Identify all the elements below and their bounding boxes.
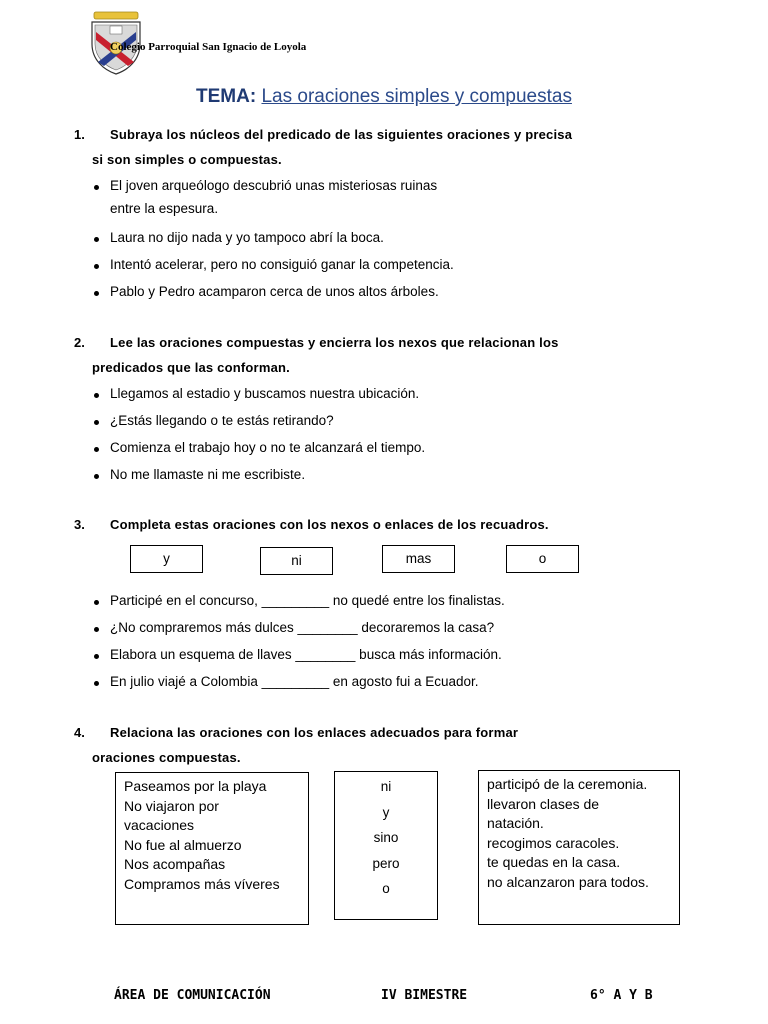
list-item: participó de la ceremonia. — [487, 776, 648, 792]
section-3-list — [92, 593, 505, 701]
left-sentences-box — [115, 772, 309, 925]
list-item: No viajaron por — [124, 797, 219, 814]
section-3-number: 3. — [74, 517, 85, 532]
section-1-instruction: Subraya los núcleos del predicado de las siguientes oraciones y precisa — [110, 127, 573, 142]
section-1-number: 1. — [74, 127, 85, 142]
footer-grade: 6° A Y B — [590, 988, 653, 1003]
list-item: Intentó acelerar, pero no consiguió ganar la competencia. — [92, 257, 454, 284]
section-1-list — [92, 178, 454, 311]
section-2-instruction-cont: predicados que las conforman. — [92, 360, 290, 375]
section-2-list — [92, 386, 425, 494]
list-item: vacaciones — [124, 817, 195, 833]
list-item: sino — [373, 830, 399, 845]
title-text: Las oraciones simples y compuestas — [261, 86, 572, 107]
right-sentences-box — [478, 770, 680, 925]
list-item: recogimos caracoles. — [487, 834, 620, 851]
title-label: TEMA: — [196, 86, 257, 107]
list-item: pero — [372, 855, 400, 871]
list-item: ¿Estás llegando o te estás retirando? — [92, 413, 425, 440]
list-item: Nos acompañas — [124, 856, 226, 872]
list-item: no alcanzaron para todos. — [487, 873, 649, 890]
section-2-instruction: Lee las oraciones compuestas y encierra los nexos que relacionan los — [110, 335, 559, 350]
section-2-number: 2. — [74, 335, 85, 350]
list-item: No me llamaste ni me escribiste. — [92, 467, 425, 494]
list-item: Comienza el trabajo hoy o no te alcanzará el tiempo. — [92, 440, 425, 467]
footer-area: ÁREA DE COMUNICACIÓN — [114, 988, 271, 1003]
list-item: Compramos más víveres — [124, 875, 280, 892]
list-item: Laura no dijo nada y yo tampoco abrí la boca. — [92, 230, 454, 257]
list-item: o — [382, 881, 390, 896]
list-item: Elabora un esquema de llaves ________ busca más información. — [92, 647, 505, 674]
list-item: ni — [380, 779, 392, 794]
list-item: El joven arqueólogo descubrió unas misteriosas ruinas entre la espesura. — [92, 178, 454, 230]
list-item: te quedas en la casa. — [487, 854, 621, 870]
word-box-mas: mas — [382, 545, 455, 573]
list-item: ¿No compraremos más dulces ________ decoraremos la casa? — [92, 620, 505, 647]
word-box-y: y — [130, 545, 203, 573]
section-3-instruction: Completa estas oraciones con los nexos o enlaces de los recuadros. — [110, 517, 549, 532]
list-item: No fue al almuerzo — [124, 836, 242, 853]
school-name: Colegio Parroquial San Ignacio de Loyola — [110, 41, 307, 53]
footer-term: IV BIMESTRE — [381, 988, 468, 1003]
section-4-instruction: Relaciona las oraciones con los enlaces adecuados para formar — [110, 725, 519, 740]
list-item: natación. — [487, 815, 544, 831]
list-item: llevaron clases de — [487, 795, 600, 812]
list-item: Paseamos por la playa — [124, 778, 267, 794]
page-title — [0, 86, 768, 108]
word-box-ni: ni — [260, 547, 333, 575]
list-item: Participé en el concurso, _________ no quedé entre los finalistas. — [92, 593, 505, 620]
list-item: Pablo y Pedro acamparon cerca de unos altos árboles. — [92, 284, 454, 311]
list-item: En julio viajé a Colombia _________ en agosto fui a Ecuador. — [92, 674, 505, 701]
word-box-o: o — [506, 545, 579, 573]
section-4-instruction-cont: oraciones compuestas. — [92, 750, 241, 765]
connectors-box — [334, 771, 438, 920]
section-4-number: 4. — [74, 725, 85, 740]
list-item: y — [382, 804, 390, 820]
list-item: Llegamos al estadio y buscamos nuestra ubicación. — [92, 386, 425, 413]
section-1-instruction-cont: si son simples o compuestas. — [92, 152, 282, 167]
